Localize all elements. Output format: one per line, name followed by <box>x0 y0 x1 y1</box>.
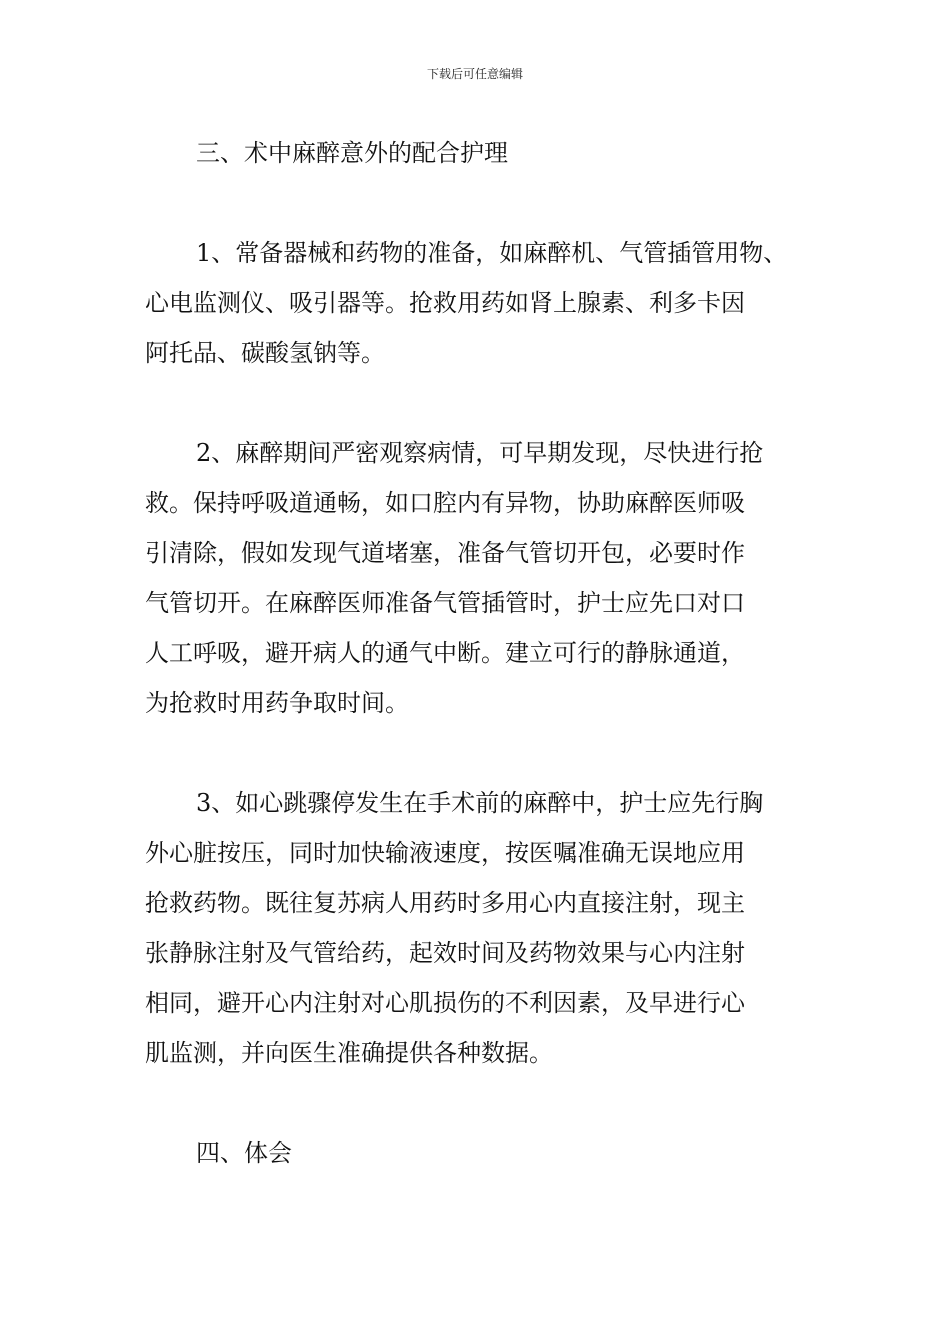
paragraph-line: 张静脉注射及气管给药，起效时间及药物效果与心内注射 <box>145 939 745 967</box>
paragraph-line: 救。保持呼吸道通畅，如口腔内有异物，协助麻醉医师吸 <box>145 489 745 517</box>
paragraph-line: 肌监测，并向医生准确提供各种数据。 <box>145 1039 553 1067</box>
paragraph-1 <box>145 228 835 378</box>
header-note: 下载后可任意编辑 <box>426 67 523 81</box>
paragraph-line: 阿托品、碳酸氢钠等。 <box>145 339 385 367</box>
paragraph-line: 人工呼吸，避开病人的通气中断。建立可行的静脉通道， <box>145 639 745 667</box>
paragraph-line: 3、如心跳骤停发生在手术前的麻醉中，护士应先行胸 <box>196 789 764 817</box>
paragraph-gap <box>145 728 835 778</box>
paragraph-line: 气管切开。在麻醉医师准备气管插管时，护士应先口对口 <box>145 589 745 617</box>
paragraph-line: 引清除，假如发现气道堵塞，准备气管切开包，必要时作 <box>145 539 745 567</box>
section-heading-4: 四、体会 <box>196 1139 292 1167</box>
paragraph-gap <box>145 1078 835 1128</box>
document-body <box>145 128 835 1178</box>
paragraph-gap <box>145 378 835 428</box>
paragraph-2 <box>145 428 835 728</box>
section-heading-3: 三、术中麻醉意外的配合护理 <box>196 139 508 167</box>
paragraph-3 <box>145 778 835 1078</box>
paragraph-line: 抢救药物。既往复苏病人用药时多用心内直接注射，现主 <box>145 889 745 917</box>
paragraph-line: 外心脏按压，同时加快输液速度，按医嘱准确无误地应用 <box>145 839 745 867</box>
paragraph-line: 为抢救时用药争取时间。 <box>145 689 409 717</box>
paragraph-gap <box>145 178 835 228</box>
paragraph-line: 1、常备器械和药物的准备，如麻醉机、气管插管用物、 <box>196 239 788 267</box>
paragraph-line: 2、麻醉期间严密观察病情，可早期发现，尽快进行抢 <box>196 439 764 467</box>
paragraph-line: 心电监测仪、吸引器等。抢救用药如肾上腺素、利多卡因 <box>145 289 745 317</box>
paragraph-line: 相同，避开心内注射对心肌损伤的不利因素，及早进行心 <box>145 989 745 1017</box>
